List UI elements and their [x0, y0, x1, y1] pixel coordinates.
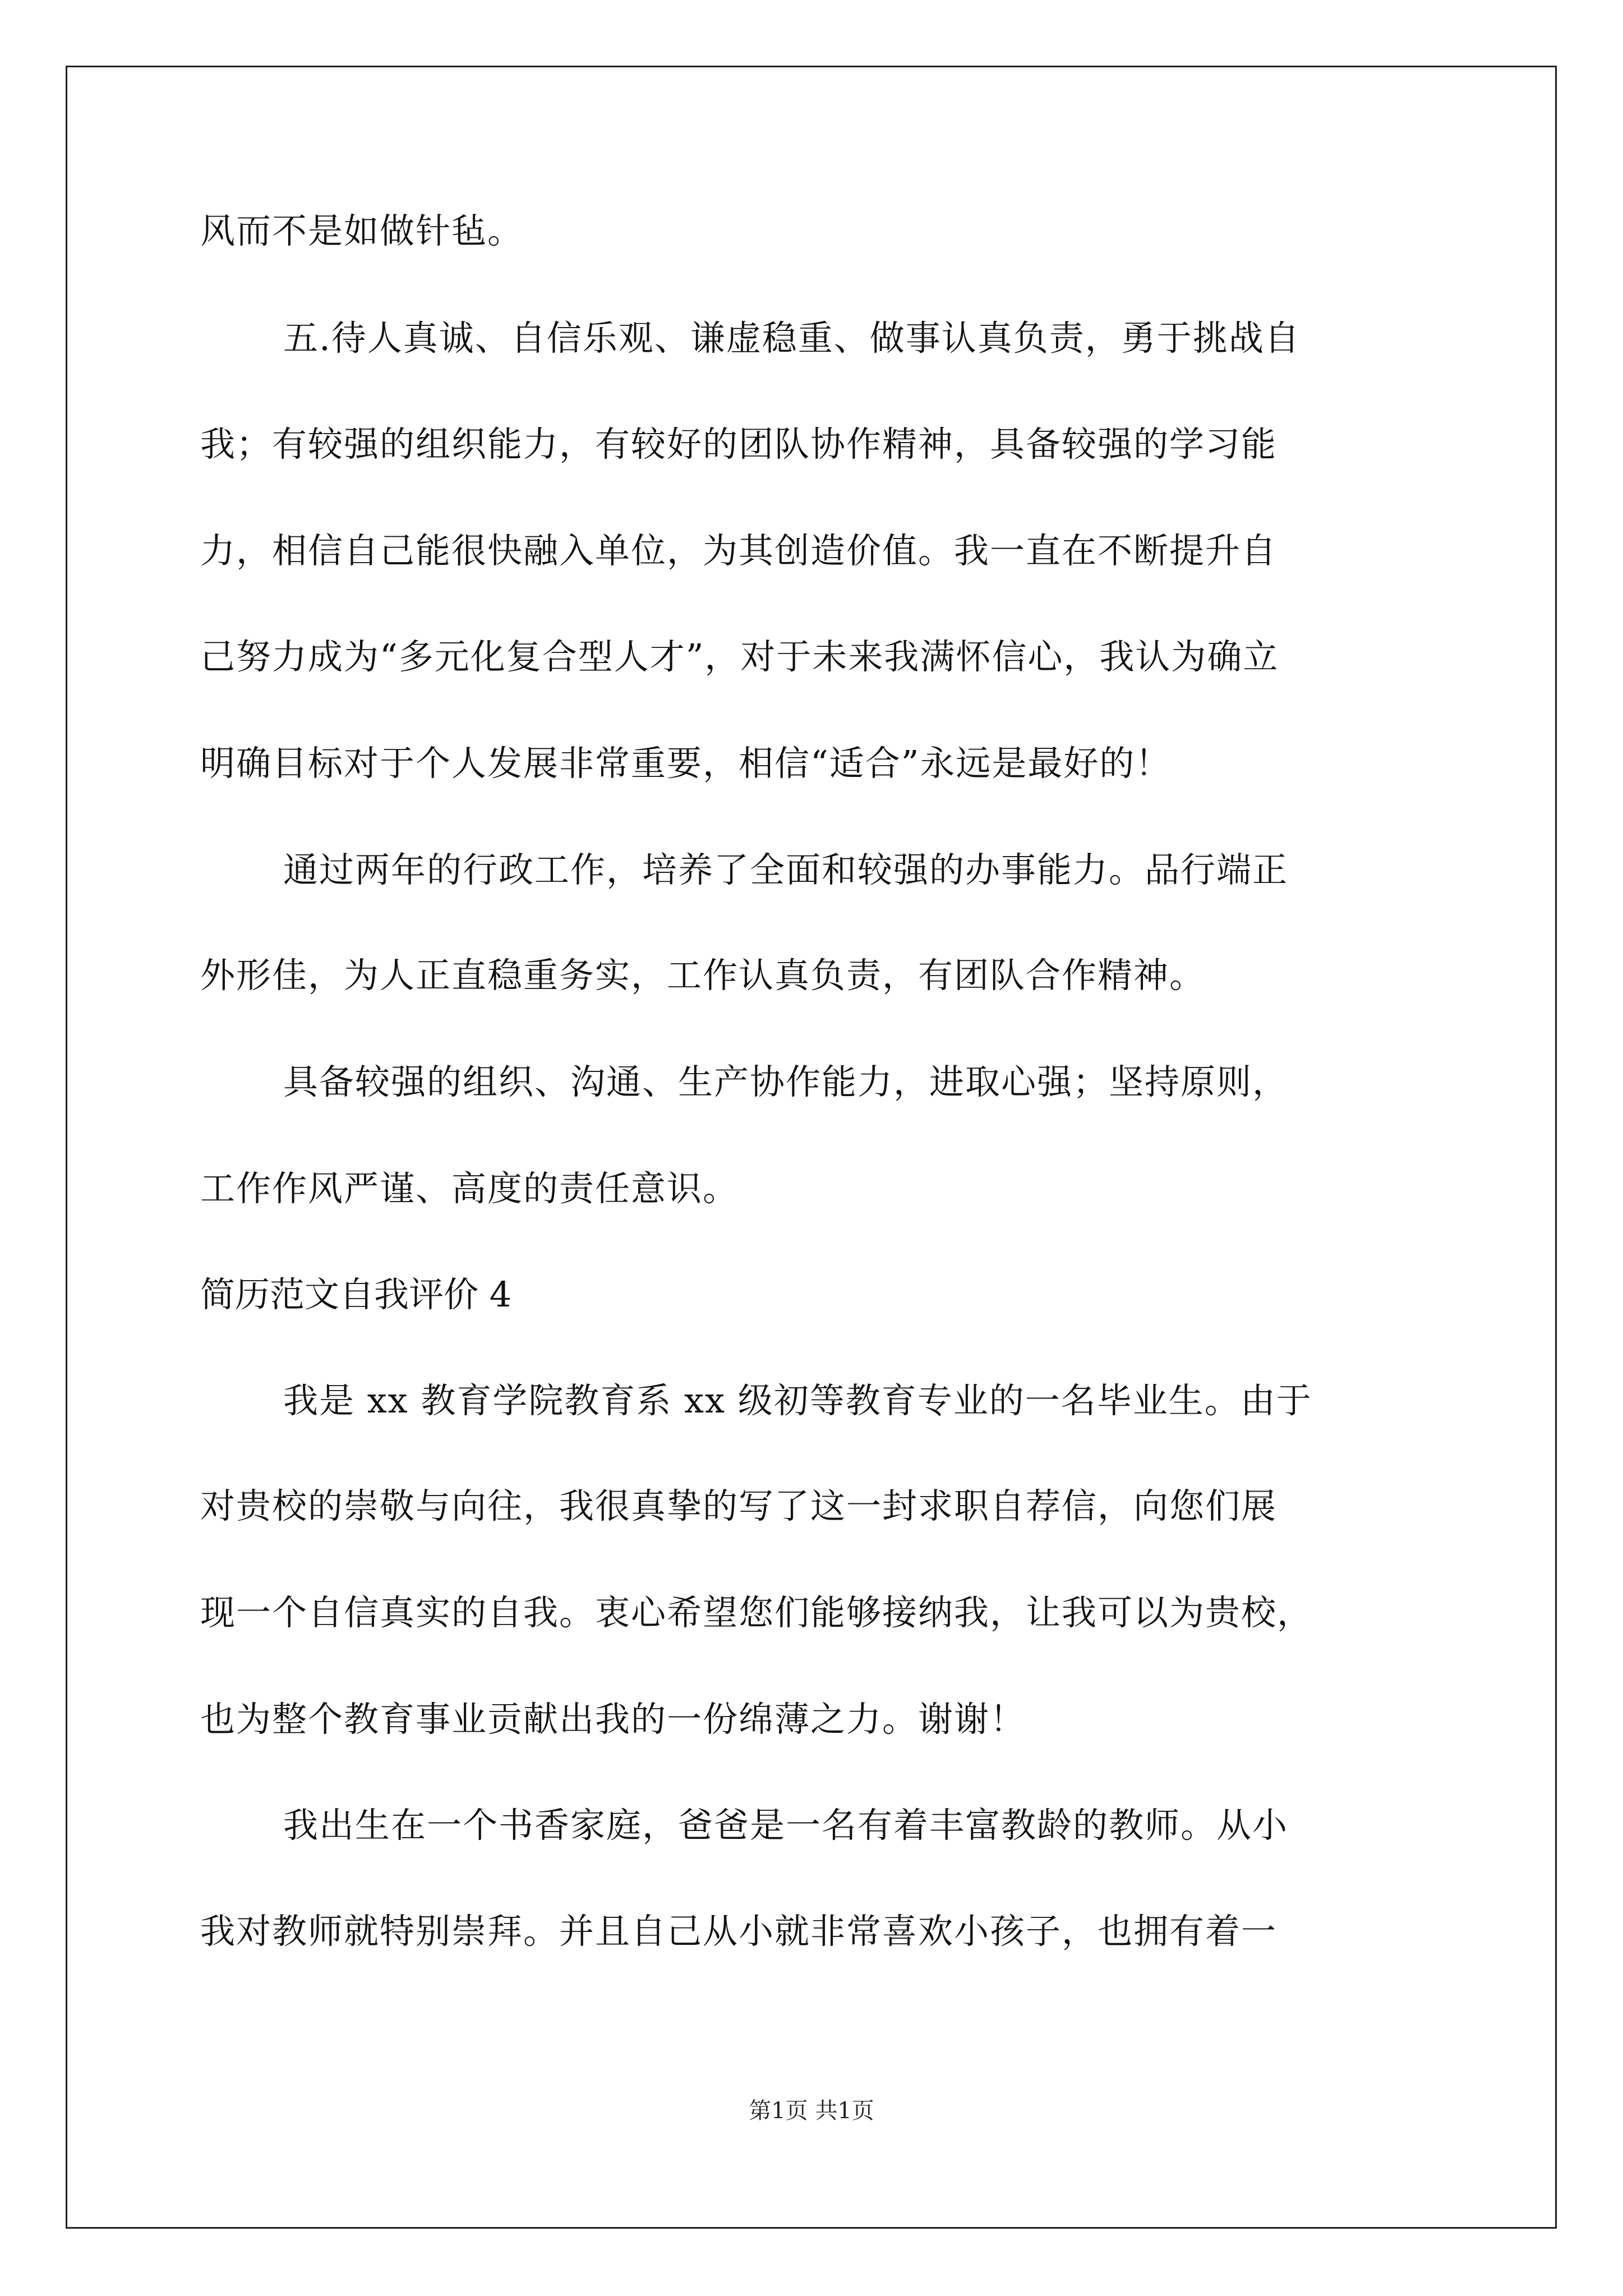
section-heading: 简历范文自我评价 4 [200, 1274, 512, 1315]
paragraph-line: 五.待人真诚、自信乐观、谦虚稳重、做事认真负责，勇于挑战自 [283, 318, 1301, 358]
paragraph-line: 具备较强的组织、沟通、生产协作能力，进取心强；坚持原则， [283, 1061, 1289, 1102]
paragraph-line: 我是 xx 教育学院教育系 xx 级初等教育专业的一名毕业生。由于 [283, 1380, 1312, 1421]
paragraph-line: 也为整个教育事业贡献出我的一份绵薄之力。谢谢！ [200, 1699, 1026, 1740]
paragraph-line: 对贵校的崇敬与向往，我很真挚的写了这一封求职自荐信，向您们展 [200, 1485, 1278, 1526]
paragraph-line: 我；有较强的组织能力，有较好的团队协作精神，具备较强的学习能 [200, 424, 1278, 464]
paragraph-line: 现一个自信真实的自我。衷心希望您们能够接纳我，让我可以为贵校， [200, 1592, 1313, 1633]
page-footer: 第1页 共1页 [749, 2098, 874, 2124]
paragraph-line: 力，相信自己能很快融入单位，为其创造价值。我一直在不断提升自 [200, 530, 1278, 571]
paragraph-line: 己努力成为“多元化复合型人才”，对于未来我满怀信心，我认为确立 [200, 636, 1279, 677]
paragraph-line: 我对教师就特别崇拜。并且自己从小就非常喜欢小孩子，也拥有着一 [200, 1911, 1278, 1952]
paragraph-line: 我出生在一个书香家庭，爸爸是一名有着丰富教龄的教师。从小 [283, 1805, 1289, 1846]
paragraph-line: 外形佳，为人正直稳重务实，工作认真负责，有团队合作精神。 [200, 955, 1206, 996]
paragraph-line: 通过两年的行政工作，培养了全面和较强的办事能力。品行端正 [283, 849, 1289, 890]
paragraph-line: 风而不是如做针毡。 [200, 210, 524, 251]
paragraph-line: 明确目标对于个人发展非常重要，相信“适合”永远是最好的！ [200, 743, 1172, 784]
page-frame [66, 66, 1557, 2229]
paragraph-line: 工作作风严谨、高度的责任意识。 [200, 1168, 739, 1209]
